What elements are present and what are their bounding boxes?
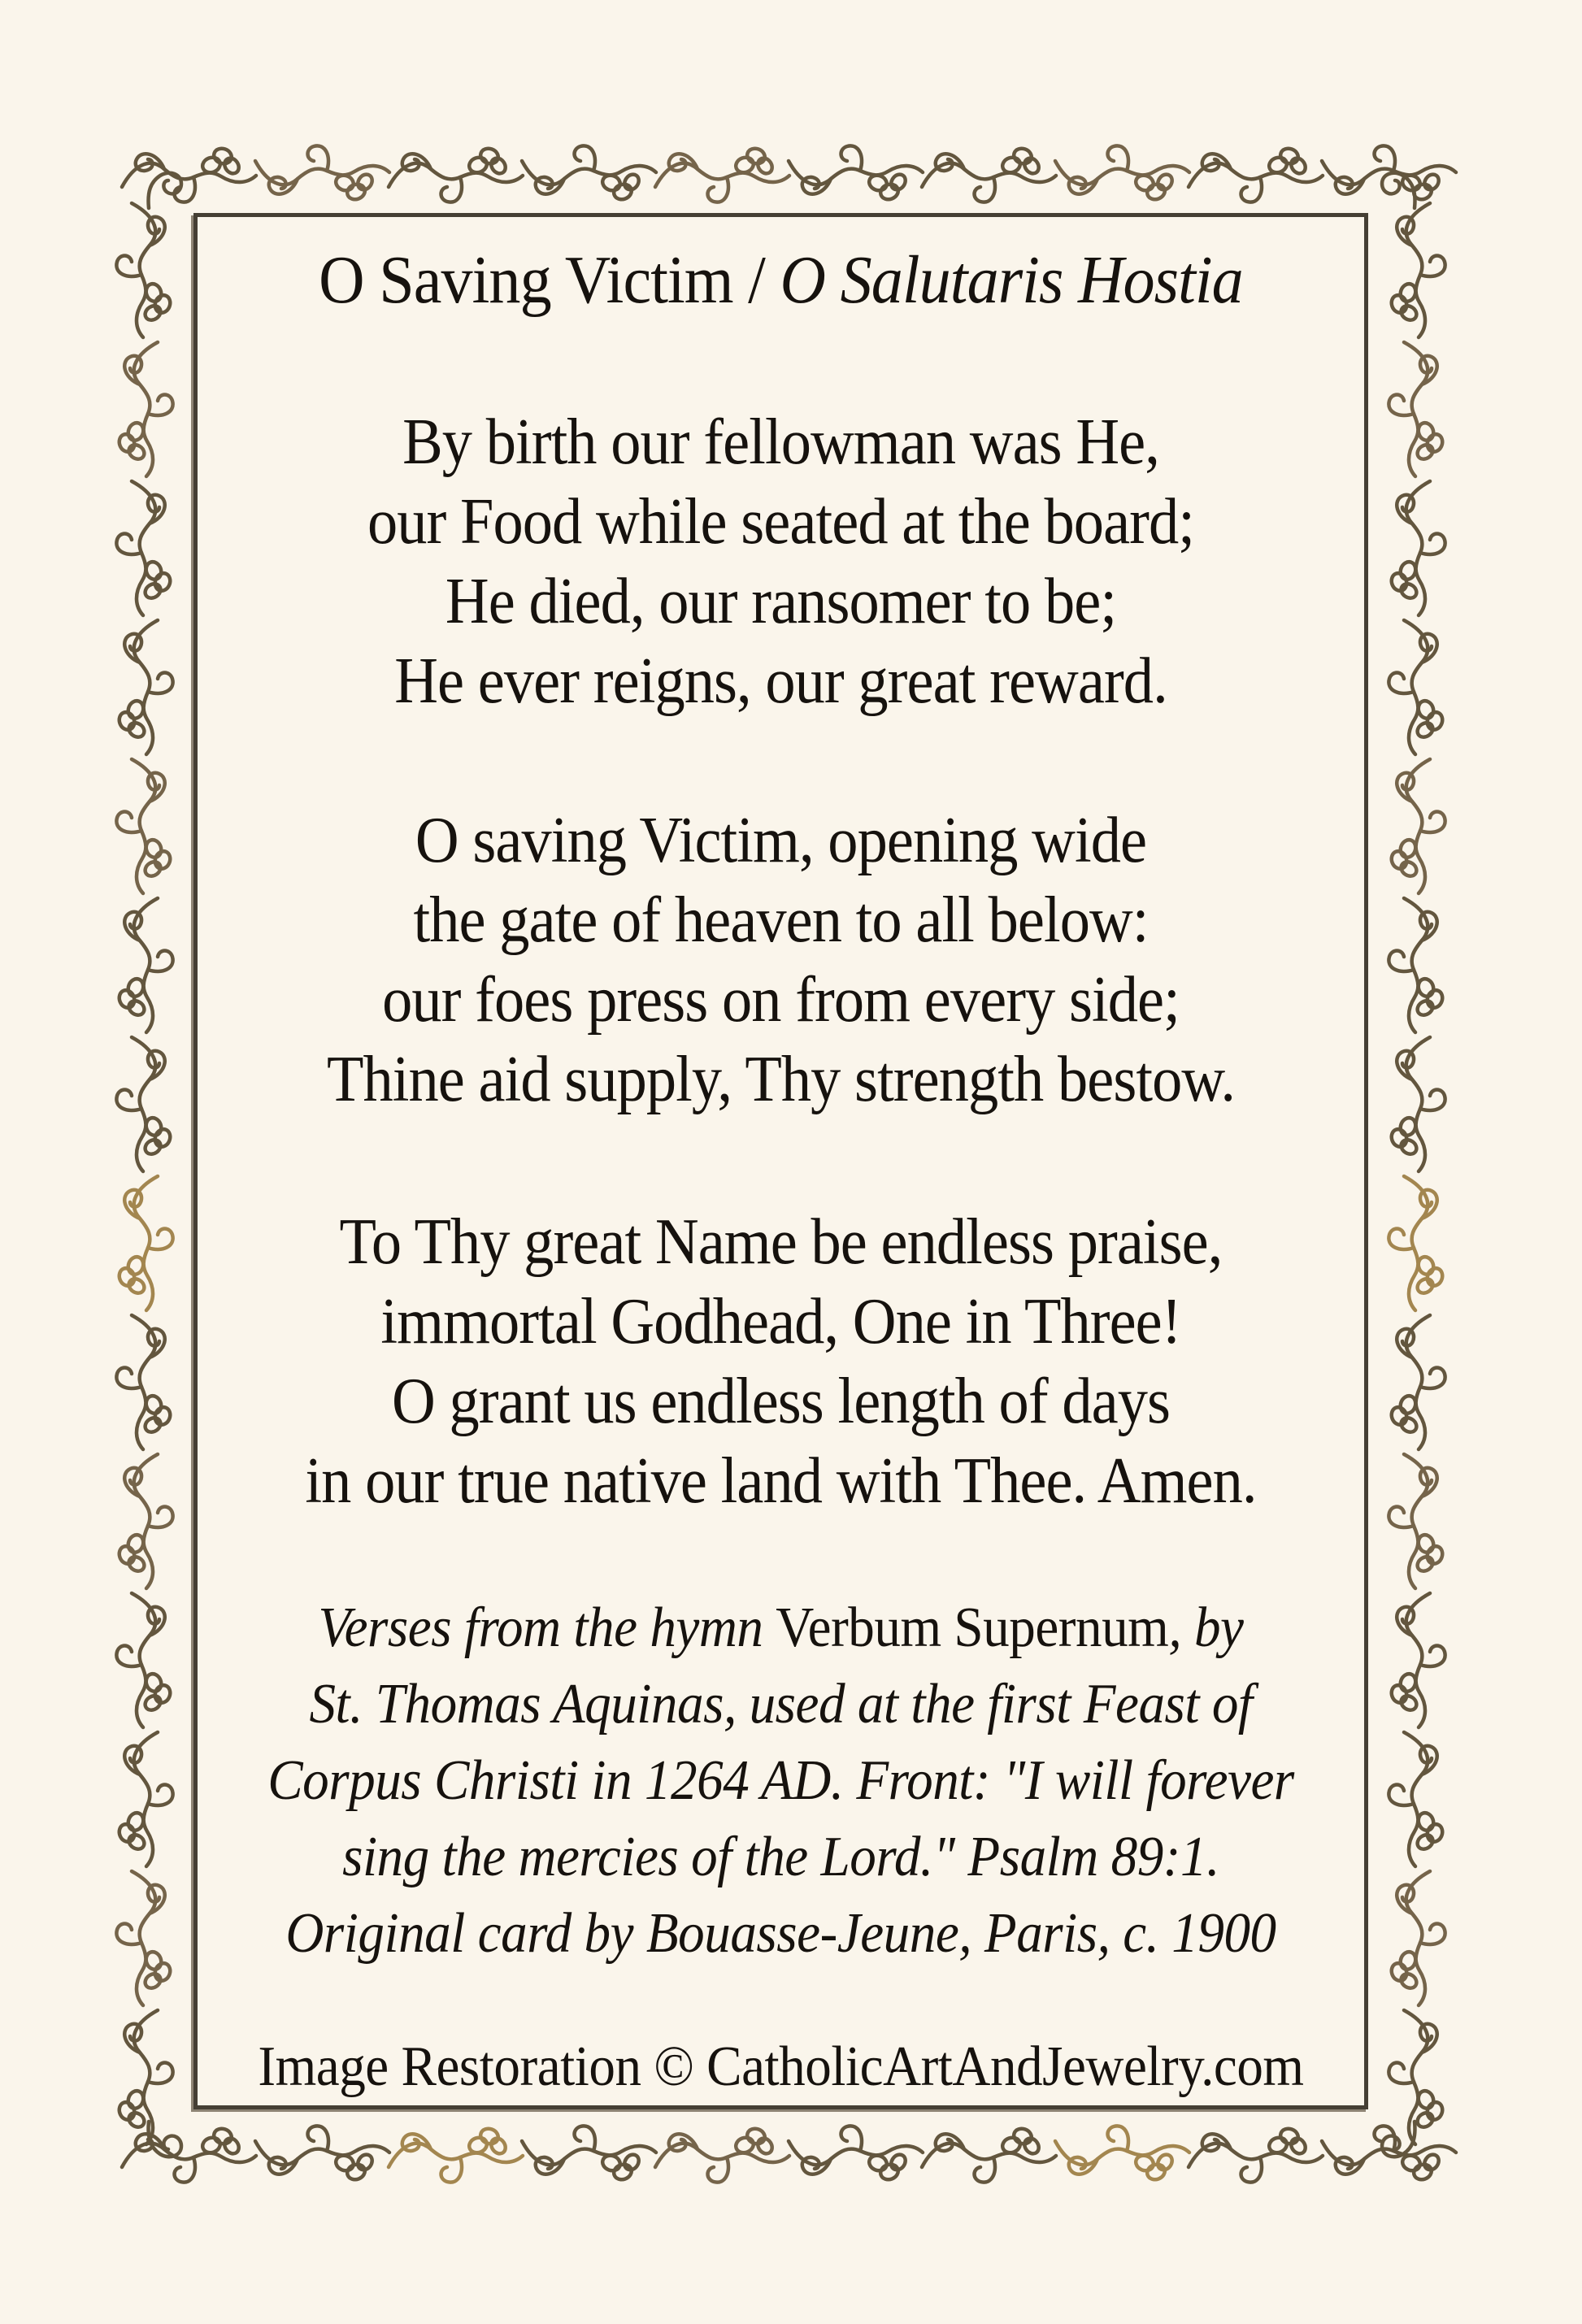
inner-frame bbox=[193, 213, 1368, 2109]
stanza-1 bbox=[238, 402, 1323, 721]
title-roman: O Saving Victim / bbox=[319, 242, 780, 318]
stanza-line: Thine aid supply, Thy strength bestow. bbox=[326, 1044, 1236, 1115]
attribution-line: sing the mercies of the Lord." Psalm 89:1. bbox=[342, 1826, 1219, 1888]
attribution-note bbox=[238, 1590, 1323, 1972]
stanza-line: our foes press on from every side; bbox=[382, 964, 1180, 1036]
stanza-line: To Thy great Name be endless praise, bbox=[339, 1206, 1223, 1278]
stanza-line: immortal Godhead, One in Three! bbox=[380, 1286, 1181, 1357]
attribution-italic-prefix: Verses from the hymn bbox=[318, 1596, 776, 1659]
stanza-3 bbox=[238, 1202, 1323, 1521]
stanza-line: By birth our fellowman was He, bbox=[402, 406, 1159, 478]
attribution-line: Corpus Christi in 1264 AD. Front: "I will forever bbox=[267, 1749, 1294, 1812]
stanza-line: in our true native land with Thee. Amen. bbox=[305, 1445, 1257, 1517]
title-italic: O Salutaris Hostia bbox=[780, 242, 1243, 318]
stanza-line: O grant us endless length of days bbox=[392, 1366, 1170, 1437]
attribution-italic-suffix: , by bbox=[1168, 1596, 1244, 1659]
stanza-line: the gate of heaven to all below: bbox=[413, 884, 1149, 956]
attribution-line: Original card by Bouasse-Jeune, Paris, c. 1900 bbox=[285, 1902, 1276, 1965]
attribution-hymn-name: Verbum Supernum bbox=[776, 1596, 1169, 1659]
stanza-line: He ever reigns, our great reward. bbox=[394, 645, 1167, 717]
stanza-line: O saving Victim, opening wide bbox=[415, 805, 1147, 876]
page-title bbox=[238, 237, 1323, 323]
attribution-line: St. Thomas Aquinas, used at the first Feast of bbox=[309, 1673, 1253, 1735]
stanza-line: He died, our ransomer to be; bbox=[445, 566, 1117, 637]
stanza-2 bbox=[238, 801, 1323, 1119]
credit-line: Image Restoration © CatholicArtAndJewelry.com bbox=[258, 2035, 1304, 2098]
stanza-line: our Food while seated at the board; bbox=[367, 486, 1195, 558]
attribution-line bbox=[238, 1590, 1323, 1666]
